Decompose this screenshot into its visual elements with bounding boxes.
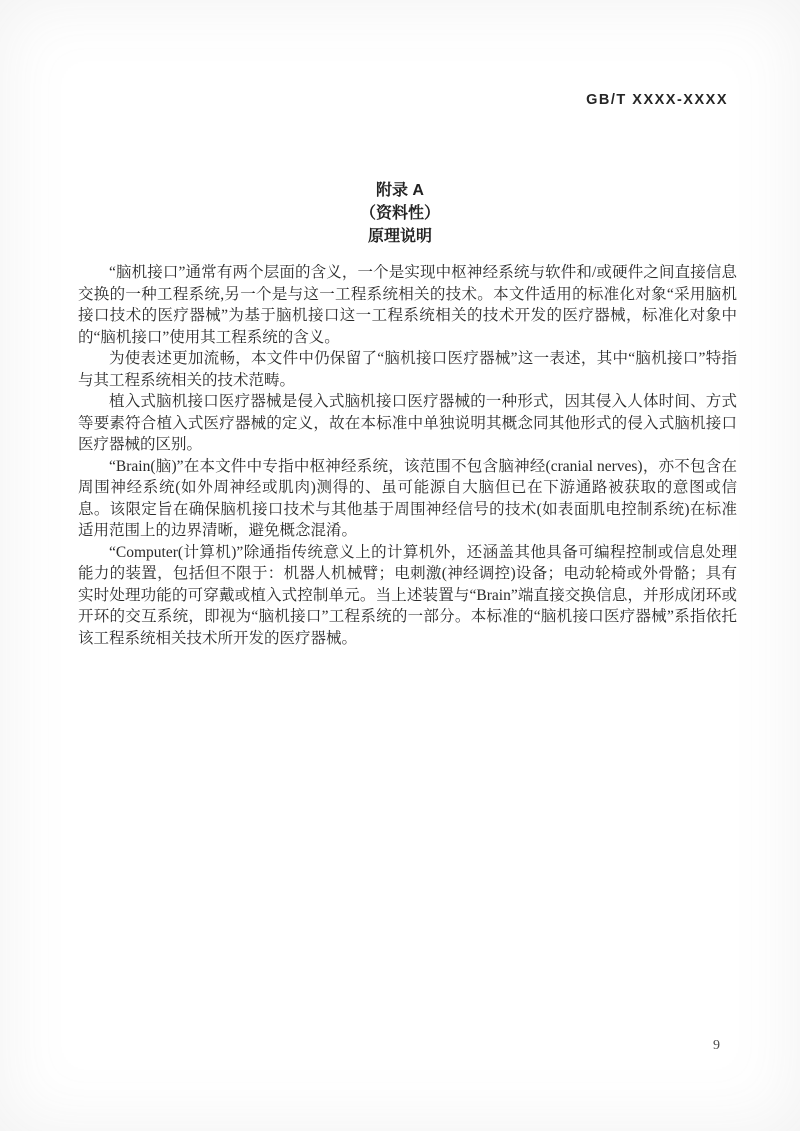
paragraph-3: 植入式脑机接口医疗器械是侵入式脑机接口医疗器械的一种形式，因其侵入人体时间、方式等要素符合植入式医疗器械的定义，故在本标准中单独说明其概念同其他形式的侵入式脑机接口医疗器械的区别。 xyxy=(78,393,737,453)
paragraph-2: 为使表述更加流畅，本文件中仍保留了“脑机接口医疗器械”这一表述，其中“脑机接口”特指与其工程系统相关的技术范畴。 xyxy=(78,350,737,389)
paragraph-4: “Brain(脑)”在本文件中专指中枢神经系统，该范围不包含脑神经(cranial nerves)，亦不包含在周围神经系统(如外周神经或肌肉)测得的、虽可能源自大脑但已在下游通路被获取的意图或信息。该限定旨在确保脑机接口技术与其他基于周围神经信号的技术(如表面肌电控制系统)在标准适用范围上的边界清晰，避免概念混淆。 xyxy=(78,457,737,539)
appendix-title-line3: 原理说明 xyxy=(367,228,432,245)
paragraph-5: “Computer(计算机)”除通指传统意义上的计算机外，还涵盖其他具备可编程控制或信息处理能力的装置，包括但不限于：机器人机械臂；电刺激(神经调控)设备；电动轮椅或外骨骼；具有实时处理功能的可穿戴或植入式控制单元。当上述装置与“Brain”端直接交换信息，并形成闭环或开环的交互系统，即视为“脑机接口”工程系统的一部分。本标准的“脑机接口医疗器械”系指依托该工程系统相关技术所开发的医疗器械。 xyxy=(78,543,737,647)
document-body xyxy=(78,262,737,649)
paragraph-1: “脑机接口”通常有两个层面的含义，一个是实现中枢神经系统与软件和/或硬件之间直接信息交换的一种工程系统,另一个是与这一工程系统相关的技术。本文件适用的标准化对象“采用脑机接口技术的医疗器械”为基于脑机接口这一工程系统相关的技术开发的医疗器械，标准化对象中的“脑机接口”使用其工程系统的含义。 xyxy=(78,264,737,346)
page-number: 9 xyxy=(713,1038,720,1053)
page-footer xyxy=(713,1038,720,1054)
appendix-title-line1: 附录 A xyxy=(375,182,424,199)
standard-number: GB/T XXXX-XXXX xyxy=(586,92,728,108)
document-header xyxy=(586,92,728,108)
appendix-title-line2: （资料性） xyxy=(359,205,440,222)
appendix-title-block xyxy=(0,179,800,248)
